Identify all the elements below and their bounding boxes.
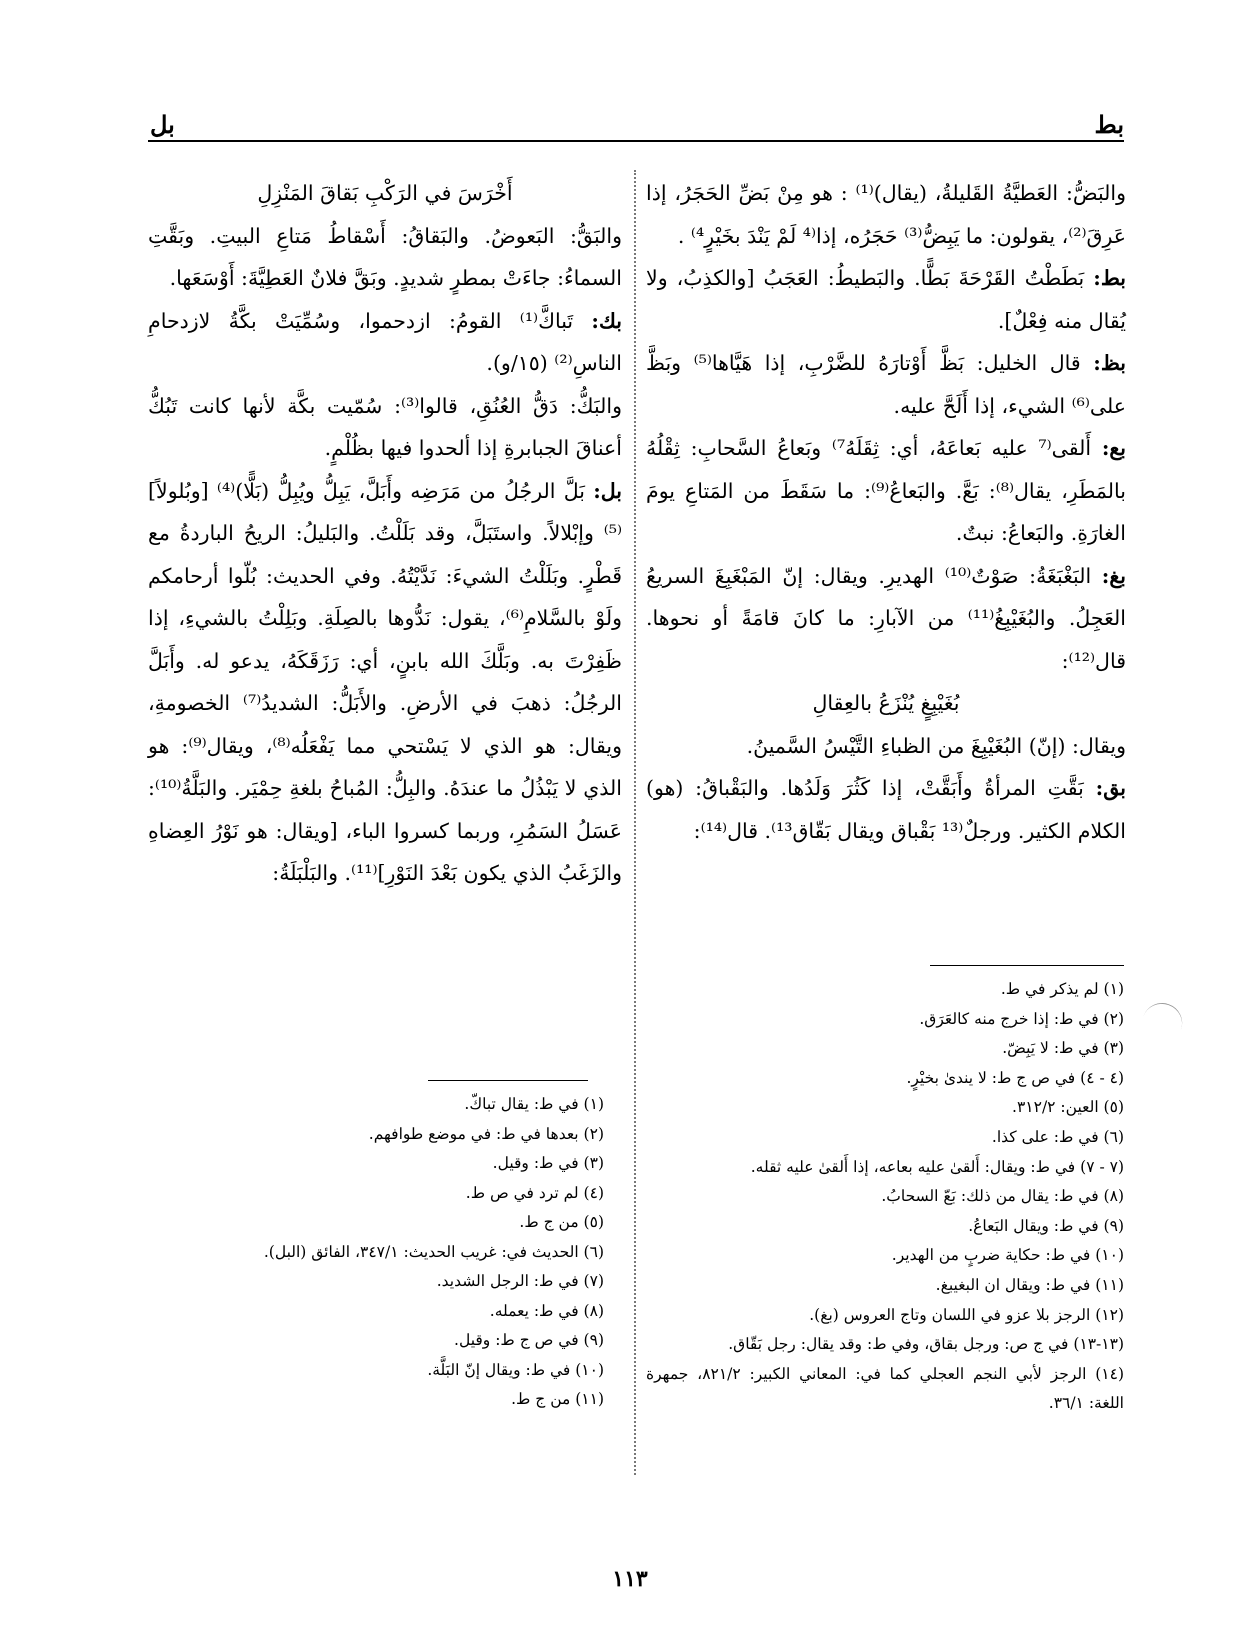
- footnote: (٨) في ط: يعمله.: [489, 1301, 604, 1320]
- header-left-word: بل: [150, 110, 175, 139]
- footnote: (٢) في ط: إذا خرج منه كالعَرَق.: [919, 1009, 1124, 1028]
- entry-headword: بل:: [593, 478, 622, 503]
- footnote: (٧) في ط: الرجل الشديد.: [436, 1272, 604, 1290]
- entry-headword: بك:: [591, 308, 622, 333]
- entry-text: قال الخليل: بَظَّ أَوْتارَهُ للضَّرْبِ، إذا هَيَّاها⁽⁵⁾ وبَظَّ على⁽⁶⁾ الشيء، إذا أَلَحَّ عليه.: [646, 351, 1126, 418]
- entry-paragraph: [148, 300, 622, 385]
- verse-line: أَخْرَسَ في الرَكْبِ بَقاقَ المَنْزِلِ: [257, 181, 513, 205]
- verse-line: بُغَيْبِغٍ يُنْزَعُ بالعِقالِ: [812, 691, 960, 715]
- footnote: (١٢) الرجز بلا عزو في اللسان وتاج العروس (بغ).: [809, 1305, 1124, 1324]
- footnote: (٥) العين: ٣١٢/٢.: [1012, 1098, 1124, 1117]
- entry-paragraph: [646, 257, 1126, 342]
- footnote: (٦) في ط: على كذا.: [991, 1127, 1124, 1146]
- entry-text: البَغْبَغَةُ: صَوْتٌ⁽¹⁰⁾ الهديرِ. ويقال: إنّ المَبْغَبِغَ السريعُ العَجِلُ. والبُغَيْبِغُ⁽¹¹⁾ من الآبارِ: ما كانَ قامَةً أو نحوها. قال⁽¹²⁾:: [646, 563, 1126, 673]
- left-footnote-rule: [428, 1080, 588, 1081]
- entry-paragraph: [646, 172, 1126, 257]
- right-footnotes: [646, 975, 1124, 1419]
- entry-text: بَطَطْتُ القَرْحَةَ بَطًّا. والبَطيطُ: العَجَبُ [والكذِبُ، ولا يُقال منه فِعْلٌ].: [646, 266, 1126, 333]
- footnote: (٢) بعدها في ط: في موضع طوافهم.: [368, 1124, 604, 1143]
- entry-headword: بط:: [1093, 266, 1126, 290]
- footnote: (٣) في ط: وقيل.: [492, 1154, 604, 1172]
- entry-text: والبَضُّ: العَطيَّةُ القَليلةُ، (يقال)⁽¹⁾ : هو مِنْ بَضِّ الحَجَرُ، إذا عَرِقَ⁽²⁾، يقولون: ما يَبِضُّ⁽³⁾ حَجَرُه، إذا⁽⁴ لَمْ يَنْدَ بخَيْرٍ⁴⁾ .: [646, 181, 1126, 248]
- footnote: (٤ - ٤) في ص ج ط: لا يندىٰ بخيْرٍ.: [906, 1068, 1124, 1087]
- entry-paragraph: [646, 767, 1126, 852]
- entry-text: أَلقى⁽⁷ عليه بَعاعَهُ، أي: ثِقَلَهُ⁷⁾ وبَعاعُ السَّحابِ: ثِقْلُهُ بالمَطَرِ، يقال⁽⁸⁾: بَعَّ. والبَعاعُ⁽⁹⁾: ما سَقَطَ من المَتاعِ يومَ الغارَةِ. والبَعاعُ: نبتٌ.: [646, 436, 1126, 545]
- entry-paragraph: [646, 342, 1126, 427]
- entry-headword: بق:: [1095, 776, 1126, 800]
- footnote: (٣) في ط: لا يَبِضّ.: [1002, 1039, 1124, 1058]
- footnote: (١) لم يذكر في ط.: [1000, 980, 1124, 998]
- margin-mark: [1136, 997, 1188, 1049]
- footnote: (٧ - ٧) في ط: ويقال: أَلقىٰ عليه بعاعه، إذا أَلقىٰ عليه ثقله.: [750, 1157, 1124, 1176]
- entry-text: تَباكَّ⁽¹⁾ القومُ: ازدحموا، وسُمِّيَتْ بكَّةُ لازدحامِ الناسِ⁽²⁾ (١٥/و).: [148, 308, 622, 375]
- footnote: (١) في ط: يقال تباكّ.: [464, 1095, 604, 1113]
- entry-text: ويقال: (إنّ) البُغَيْبِغَ من الظباءِ التَّيْسُ السَّمينُ.: [746, 733, 1126, 758]
- footnote: (٨) في ط: يقال من ذلك: بَعّ السحابُ.: [881, 1187, 1124, 1206]
- footnote: (١١) في ط: ويقال ان البغيبغ.: [935, 1275, 1124, 1294]
- left-column: [148, 172, 622, 895]
- entry-headword: بع:: [1101, 436, 1126, 460]
- entry-headword: بغ:: [1101, 563, 1126, 588]
- entry-text: بَقَّتِ المرأةُ وأَبَقَّتْ، إذا كَثُرَ وَلَدُها. والبَقْباقُ: (هو) الكلام الكثير. ورجلٌ⁽¹³ بَقْباق ويقال بَقّاق¹³⁾. قال⁽¹⁴⁾:: [646, 776, 1126, 843]
- entry-text: بَلَّ الرجُلُ من مَرَضِه وأَبَلَّ، يَبِلُّ ويُبِلُّ (بَلًّا)⁽⁴⁾ [وبُلولاً]⁽⁵⁾ وإبْلالاً. واستَبَلَّ، وقد بَلَلْتُ. والبَليلُ: الريحُ الباردةُ مع قَطْرٍ. وبَلَلْتُ الشيءَ: نَدَّيْتُهُ. وفي الحديث: بُلّوا أرحامكم ولَوْ بالسَّلامِ⁽⁶⁾، يقول: نَدُّوها بالصِلَةِ. وبَلِلْتُ بالشيءِ، إذا ظَفِرْتَ به. وبَلَّكَ الله بابنٍ، أي: رَزَقَكَهُ، يدعو له. وأَبَلَّ الرجُلُ: ذهبَ في الأرضِ. والأَبَلُّ: الشديدُ⁽⁷⁾ الخصومةِ، ويقال: هو الذي لا يَسْتحي مما يَفْعَلُه⁽⁸⁾، ويقال⁽⁹⁾: هو الذي لا يَبْذُلُ ما عندَهُ. والبِلُّ: المُباحُ بلغةِ حِمْيَر. والبَلَّةُ⁽¹⁰⁾: عَسَلُ السَمُرِ، وربما كسروا الباء، [ويقال: هو نَوْرُ العِضاهِ والزَغَبُ الذي يكون بَعْدَ النَوْرِ]⁽¹¹⁾. والبَلْبَلَةُ:: [148, 478, 622, 885]
- footnote: (٥) من ج ط.: [519, 1213, 604, 1231]
- entry-paragraph: [148, 215, 622, 300]
- left-footnotes: [150, 1090, 604, 1415]
- entry-paragraph: [646, 725, 1126, 768]
- entry-paragraph: [148, 470, 622, 895]
- right-footnote-rule: [930, 965, 1124, 966]
- entry-paragraph: [646, 427, 1126, 555]
- entry-text: والبَكُّ: دَقُّ العُنُقِ، قالوا⁽³⁾: سُمّيت بكَّة لأنها كانت تَبُكُّ أعناقَ الجبابرةِ إذا ألحدوا فيها بظُلْمٍ.: [148, 393, 622, 460]
- entry-paragraph: [148, 385, 622, 470]
- header-right-word: بط: [1094, 110, 1124, 139]
- entry-text: والبَقُّ: البَعوضُ. والبَقاقُ: أَسْقاطُ مَتاعِ البيتِ. وبَقَّتِ السماءُ: جاءَتْ بمطرٍ شديدٍ. وبَقَّ فلانٌ العَطِيَّةَ: أَوْسَعَها.: [148, 223, 622, 290]
- footnote: (٤) لم ترد في ص ط.: [465, 1183, 604, 1202]
- column-divider: [634, 170, 636, 1475]
- footnote: (١٤) الرجز لأبي النجم العجلي كما في: المعاني الكبير: ٨٢١/٢، جمهرة اللغة: ٣٦/١.: [646, 1364, 1124, 1413]
- footnote: (١٠) في ط: ويقال إنّ البَلَّة.: [427, 1360, 604, 1379]
- footnote: (٩) في ص ج ط: وقيل.: [454, 1331, 604, 1349]
- right-column: [646, 172, 1126, 852]
- entry-headword: بظ:: [1093, 351, 1126, 375]
- footnote: (٩) في ط: ويقال البَعاعُ.: [968, 1216, 1124, 1235]
- footnote: (٦) الحديث في: غريب الحديث: ٣٤٧/١، الفائق (البل).: [263, 1242, 604, 1261]
- footnote: (١١) من ج ط.: [511, 1390, 604, 1408]
- page-number: ١١٣: [612, 1566, 648, 1592]
- footnote: (١٣-١٣) في ج ص: ورجل بقاق، وفي ط: وقد يقال: رجل بَقّاق.: [728, 1335, 1124, 1354]
- header-rule: [148, 140, 1124, 142]
- entry-paragraph: [646, 555, 1126, 683]
- footnote: (١٠) في ط: حكاية ضربٍ من الهدير.: [891, 1246, 1124, 1265]
